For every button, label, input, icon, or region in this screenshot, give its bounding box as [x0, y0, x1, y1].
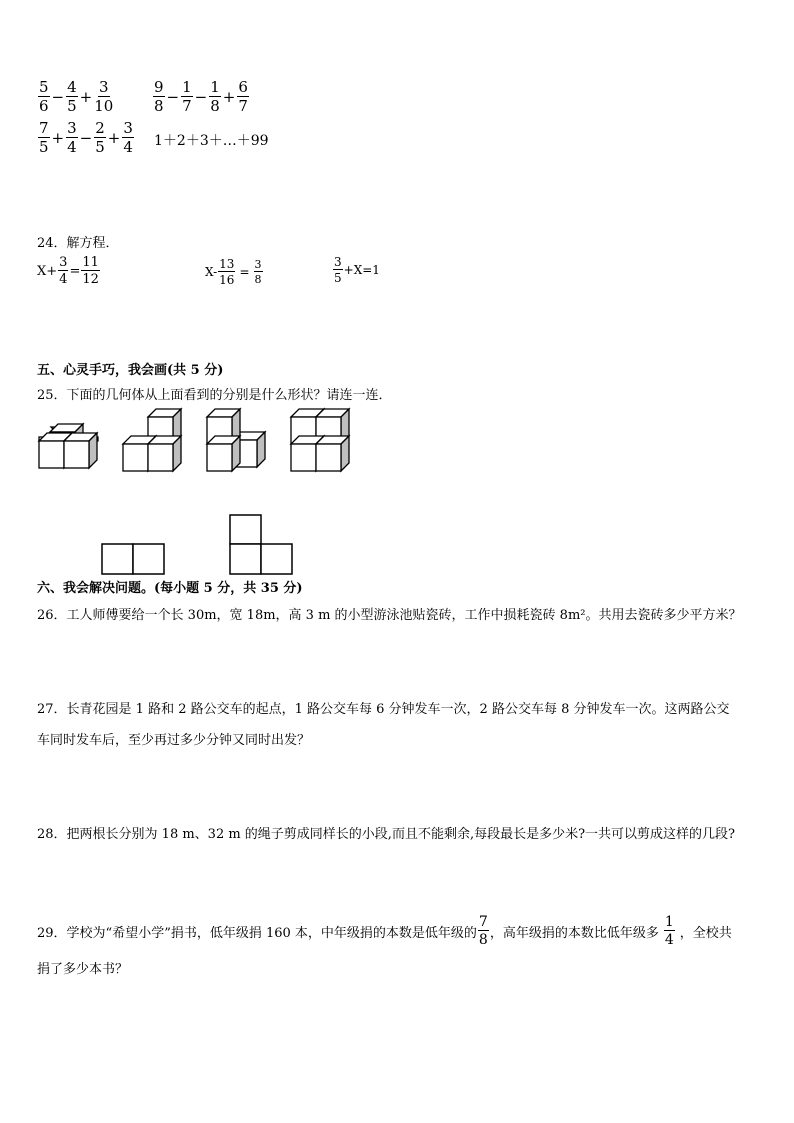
fraction: $\frac{1}{8}$ [210, 78, 220, 115]
question-28: 28．把两根长分别为 18 m、32 m 的绳子剪成同样长的小段,而且不能剩余,每段最长是多少米?一共可以剪成这样的几段? [37, 827, 736, 842]
fraction: $\frac{1}{7}$ [182, 78, 192, 115]
section-6-title: 六、我会解决问题。(每小题 5 分，共 35 分) [37, 581, 303, 596]
equation-2: X- $\frac{13}{16}$ = $\frac{3}{8}$ [205, 257, 262, 287]
fraction: $\frac{6}{7}$ [238, 78, 248, 115]
equation-3: $\frac{3}{5}$ +X=1 [334, 255, 380, 285]
top-view-shape-2 [230, 515, 292, 574]
fraction: $\frac{3}{8}$ [254, 258, 262, 286]
fraction: $\frac{11}{12}$ [82, 255, 99, 287]
fraction: $\frac{3}{4}$ [123, 119, 133, 156]
fraction: $\frac{3}{10}$ [94, 78, 114, 115]
calc-expr-3: $\frac{7}{5}$ + $\frac{3}{4}$ − $\frac{2}{5}$ + $\frac{3}{4}$ [39, 119, 133, 156]
fraction: $\frac{2}{5}$ [95, 119, 105, 156]
fraction: $\frac{4}{5}$ [67, 78, 77, 115]
question-29-line-2: 捐了多少本书？ [37, 962, 129, 977]
fraction: $\frac{9}{8}$ [154, 78, 164, 115]
question-24-title: 24．解方程． [37, 236, 119, 251]
calc-expr-4: 1＋2＋3＋…＋99 [154, 133, 269, 149]
fraction: $\frac{7}{5}$ [39, 119, 49, 156]
calc-expr-2: $\frac{9}{8}$ − $\frac{1}{7}$ − $\frac{1}{8}$ + $\frac{6}{7}$ [154, 78, 248, 115]
fraction: $\frac{3}{4}$ [67, 119, 77, 156]
question-27-line-1: 27．长青花园是 1 路和 2 路公交车的起点，1 路公交车每 6 分钟发车一次，2 路公交车每 8 分钟发车一次。这两路公交 [37, 702, 730, 717]
question-27-line-2: 车同时发车后，至少再过多少分钟又同时出发？ [37, 733, 311, 748]
question-25: 25．下面的几何体从上面看到的分别是什么形状？请连一连． [37, 388, 392, 403]
fraction: $\frac{5}{6}$ [39, 78, 49, 115]
fraction: $\frac{13}{16}$ [219, 257, 235, 287]
fraction: $\frac{3}{5}$ [334, 255, 342, 285]
calc-expr-1: $\frac{5}{6}$ − $\frac{4}{5}$ + $\frac{3}{10}$ [39, 78, 114, 115]
fraction: $\frac{1}{4}$ [664, 914, 674, 948]
fraction: $\frac{7}{8}$ [478, 914, 488, 948]
question-26: 26．工人师傅要给一个长 30m，宽 18m，高 3 m 的小型游泳池贴瓷砖，工作中损耗瓷砖 8m²。共用去瓷砖多少平方米？ [37, 608, 742, 623]
section-5-title: 五、心灵手巧，我会画(共 5 分) [37, 363, 224, 378]
equation-1: X+ $\frac{3}{4}$ = $\frac{11}{12}$ [37, 255, 99, 287]
top-view-shape-1 [102, 544, 164, 574]
question-29-line-1: 29．学校为“希望小学”捐书，低年级捐 160 本，中年级捐的本数是低年级的 $\frac{7}{8}$ ，高年级捐的本数比低年级多 $\frac{1}{4}$ ，全校共 [37, 914, 732, 948]
fraction: $\frac{3}{4}$ [59, 255, 68, 287]
